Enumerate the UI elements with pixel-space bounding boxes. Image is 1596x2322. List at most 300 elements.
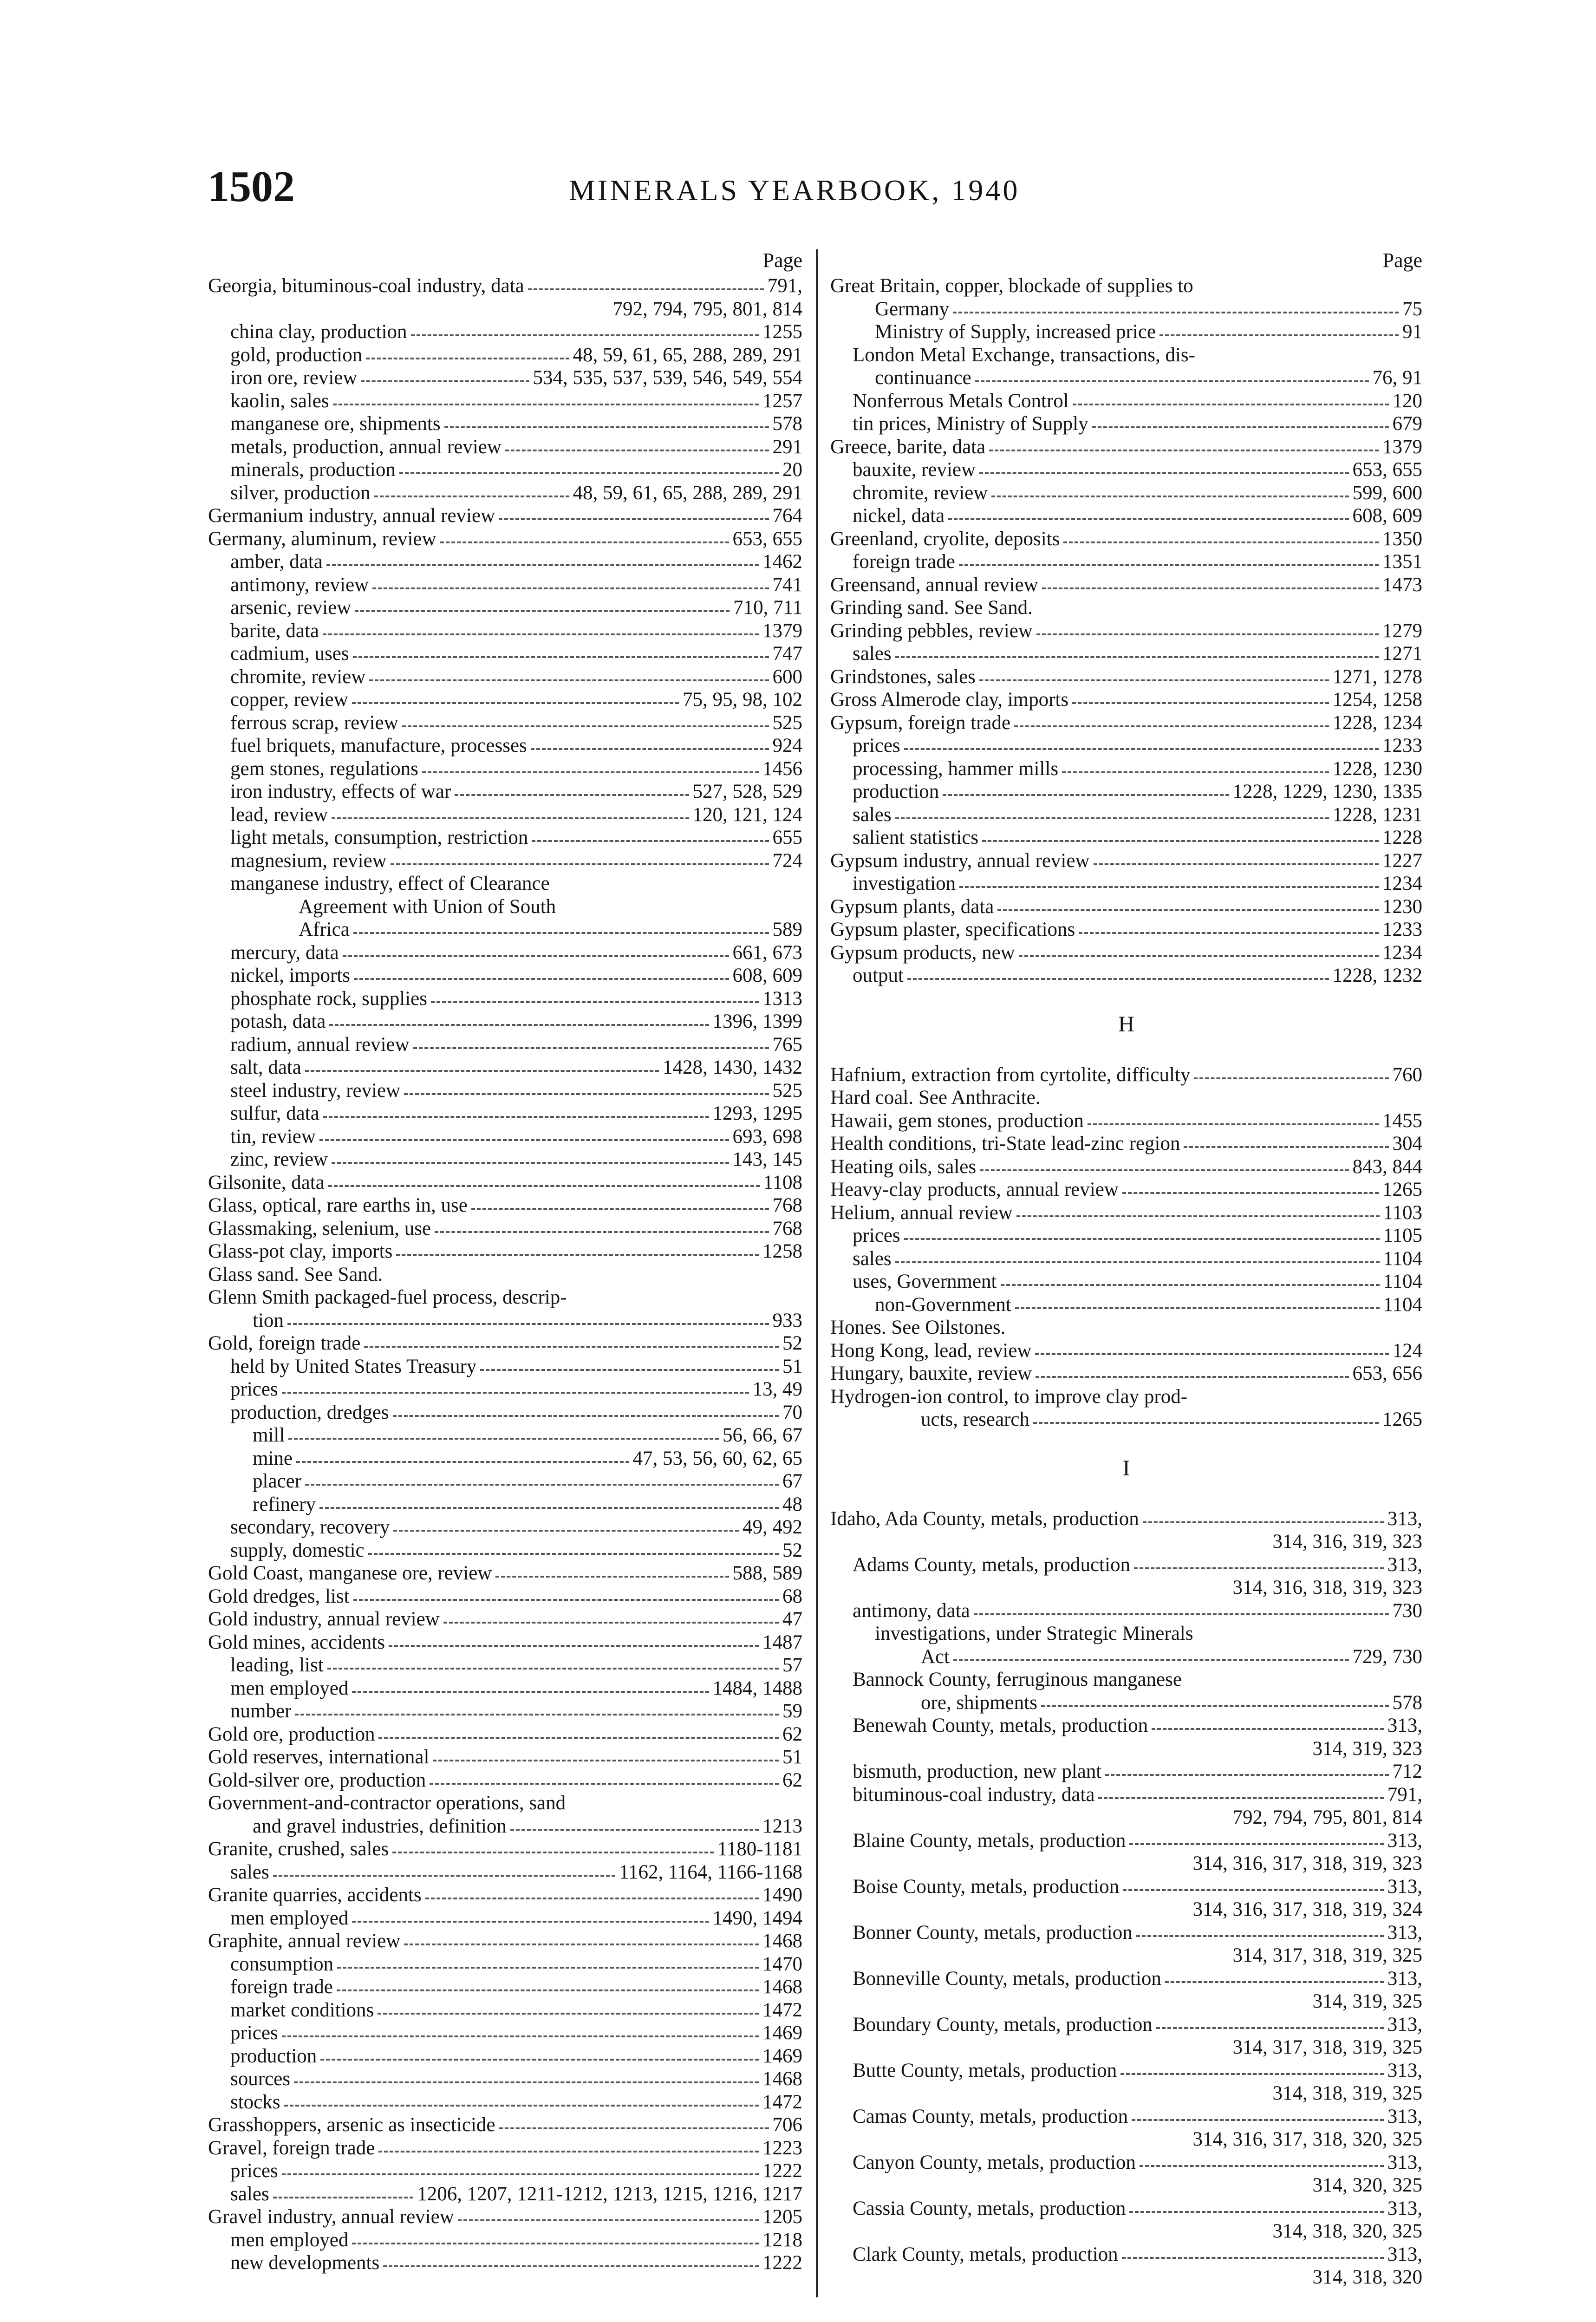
index-entry: [208, 1102, 802, 1125]
page-ref: 124: [1392, 1339, 1422, 1362]
entry-text: steel industry, review: [230, 1079, 401, 1102]
page-ref: 1396, 1399: [712, 1011, 802, 1032]
dot-leader: [895, 650, 1379, 658]
dot-leader: [393, 1409, 779, 1417]
index-entry-continuation: [830, 2174, 1422, 2197]
index-entry: [208, 504, 802, 528]
dot-leader: [366, 351, 569, 359]
entry-text: ferrous scrap, review: [230, 711, 398, 734]
page-ref: 655: [772, 827, 802, 848]
page-ref: 47, 53, 56, 60, 62, 65: [632, 1447, 802, 1469]
dot-leader: [974, 1607, 1389, 1615]
index-entries: [830, 1063, 1422, 1431]
dot-leader: [1160, 328, 1399, 336]
page-ref: 1470: [762, 1953, 802, 1975]
entry-text: zinc, review: [230, 1148, 328, 1170]
index-entry: [208, 918, 802, 941]
index-entry: [208, 1838, 802, 1861]
dot-leader: [374, 489, 569, 497]
entry-text: Gold industry, annual review: [208, 1608, 440, 1630]
entry-text: Heavy-clay products, annual review: [830, 1179, 1119, 1200]
page-ref: 1108: [763, 1171, 802, 1194]
index-entry: [830, 2059, 1422, 2082]
dot-leader: [1152, 1722, 1384, 1730]
page-ref: 589: [772, 919, 802, 940]
page-ref: 1271: [1382, 643, 1422, 665]
entry-text: Butte County, metals, production: [853, 2059, 1117, 2081]
dot-leader: [510, 1822, 759, 1831]
entry-text: mill: [253, 1424, 285, 1446]
entry-text: number: [230, 1700, 292, 1722]
dot-leader: [411, 328, 759, 336]
entry-text: Grinding pebbles, review: [830, 620, 1033, 642]
page-ref: 679: [1392, 413, 1422, 435]
dot-leader: [943, 788, 1229, 796]
index-entry: [208, 642, 802, 665]
entry-text: prices: [853, 1225, 900, 1246]
index-entry: [208, 1125, 802, 1148]
index-entry: [208, 1056, 802, 1079]
dot-leader: [282, 2029, 759, 2037]
dot-leader: [991, 489, 1348, 497]
page-ref: 534, 535, 537, 539, 546, 549, 554: [533, 367, 802, 389]
index-entry: [208, 2205, 802, 2229]
dot-leader: [499, 2121, 769, 2129]
dot-leader: [895, 1255, 1380, 1263]
dot-leader: [975, 374, 1369, 382]
right-column: [830, 248, 1422, 2289]
dot-leader: [352, 1684, 709, 1693]
page-ref: 314, 317, 318, 319, 325: [1232, 1944, 1422, 1966]
index-entry: [830, 1829, 1422, 1852]
index-entry-continuation: [830, 1990, 1422, 2013]
index-entries: [830, 1507, 1422, 2289]
entry-text: Gypsum industry, annual review: [830, 849, 1090, 872]
index-entry: [208, 1493, 802, 1516]
dot-leader: [435, 1225, 769, 1233]
dot-leader: [1094, 857, 1379, 865]
index-entry: [208, 849, 802, 873]
index-entry-continuation: [830, 2266, 1422, 2289]
index-entry: [208, 1516, 802, 1539]
entry-text: salt, data: [230, 1057, 301, 1078]
index-entry: [208, 2091, 802, 2114]
index-entry: [208, 2159, 802, 2183]
entry-text: continuance: [875, 367, 971, 389]
index-entry: [208, 274, 802, 298]
index-entry: [830, 849, 1422, 873]
page-ref: 661, 673: [732, 941, 802, 964]
entry-text: London Metal Exchange, transactions, dis-: [853, 344, 1195, 366]
page-ref: 706: [772, 2114, 802, 2136]
page-ref: 764: [772, 505, 802, 527]
page-ref: 314, 316, 319, 323: [1272, 1531, 1422, 1552]
entry-text: Blaine County, metals, production: [853, 1829, 1126, 1852]
index-entry: [208, 1263, 802, 1286]
index-entry: [208, 1033, 802, 1057]
dot-leader: [282, 1385, 749, 1394]
dot-leader: [1143, 1515, 1384, 1523]
page-ref: 314, 319, 325: [1312, 1990, 1422, 2012]
index-entry-continuation: [830, 1576, 1422, 1599]
dot-leader: [1001, 1278, 1380, 1286]
page-ref: 314, 319, 323: [1312, 1737, 1422, 1760]
running-title: MINERALS YEARBOOK, 1940: [569, 174, 1020, 207]
dot-leader: [458, 2213, 759, 2221]
page-ref: 1265: [1382, 1409, 1422, 1430]
index-entry: [208, 1171, 802, 1194]
left-column: [208, 248, 802, 2275]
entry-text: salient statistics: [853, 827, 979, 848]
index-entry: [830, 390, 1422, 413]
entry-text: sales: [853, 1247, 892, 1270]
entry-text: gold, production: [230, 344, 363, 366]
page-ref: 599, 600: [1352, 482, 1422, 504]
dot-leader: [1063, 535, 1379, 543]
entry-text: Gypsum products, new: [830, 941, 1015, 964]
entry-text: Gold Coast, manganese ore, review: [208, 1562, 492, 1584]
index-entry: [208, 1746, 802, 1769]
entry-text: Georgia, bituminous-coal industry, data: [208, 275, 524, 297]
index-entry: [208, 1079, 802, 1102]
entry-text: sulfur, data: [230, 1102, 319, 1124]
index-entry: [208, 620, 802, 643]
page-ref: 1205: [762, 2206, 802, 2228]
entry-text: Hard coal. See Anthracite.: [830, 1087, 1041, 1109]
index-entry: [830, 1553, 1422, 1577]
entry-text: Heating oils, sales: [830, 1155, 977, 1178]
entry-text: antimony, review: [230, 574, 369, 596]
dot-leader: [904, 1232, 1380, 1240]
index-entry: [208, 1355, 802, 1378]
dot-leader: [425, 1891, 759, 1899]
index-entry: [208, 412, 802, 436]
index-entry: [208, 1309, 802, 1332]
page-ref: 314, 317, 318, 319, 325: [1232, 2036, 1422, 2058]
page-ref: 578: [772, 413, 802, 435]
page-ref: 313,: [1387, 2243, 1422, 2265]
index-entry: [208, 2068, 802, 2091]
page-ref: 314, 320, 325: [1312, 2174, 1422, 2196]
entry-text: Africa: [299, 919, 350, 940]
page-ref: 768: [772, 1217, 802, 1239]
page-ref: 653, 655: [732, 528, 802, 550]
entry-text: Germany, aluminum, review: [208, 528, 436, 550]
index-entry: [208, 482, 802, 505]
entry-text: Idaho, Ada County, metals, production: [830, 1507, 1139, 1530]
index-entry: [830, 1760, 1422, 1783]
entry-text: Camas County, metals, production: [853, 2105, 1128, 2127]
index-entry: [830, 596, 1422, 620]
dot-leader: [320, 2052, 759, 2061]
entry-text: tion: [253, 1309, 284, 1331]
entry-text: held by United States Treasury: [230, 1355, 477, 1377]
index-entry: [830, 1109, 1422, 1133]
page-ref: 791,: [1387, 1783, 1422, 1806]
entry-text: foreign trade: [230, 1976, 333, 1998]
page-ref: 48, 59, 61, 65, 288, 289, 291: [573, 344, 802, 366]
entry-text: sales: [853, 643, 892, 665]
page-ref: 1228, 1229, 1230, 1335: [1232, 781, 1422, 802]
page-ref: 1351: [1382, 551, 1422, 573]
page-ref: 313,: [1387, 1715, 1422, 1736]
dot-leader: [431, 995, 759, 1003]
page-ref: 1254, 1258: [1332, 689, 1422, 711]
page-ref: 314, 318, 319, 325: [1272, 2082, 1422, 2104]
entry-text: Grindstones, sales: [830, 665, 976, 688]
dot-leader: [404, 1937, 759, 1945]
page-ref: 527, 528, 529: [692, 781, 802, 802]
index-entry: [830, 872, 1422, 895]
index-entry: [830, 1224, 1422, 1247]
dot-leader: [505, 443, 769, 451]
page-ref: 653, 656: [1352, 1363, 1422, 1384]
index-entry: [830, 550, 1422, 574]
entry-text: supply, domestic: [230, 1539, 365, 1561]
index-entries: [208, 274, 802, 2275]
dot-leader: [352, 2236, 759, 2244]
dot-leader: [396, 1247, 759, 1256]
index-entry: [208, 550, 802, 574]
page-ref: 1233: [1382, 919, 1422, 940]
index-entry: [208, 1608, 802, 1631]
index-entry: [830, 320, 1422, 344]
index-entry: [208, 2022, 802, 2045]
entry-text: Gold ore, production: [208, 1723, 375, 1745]
entry-text: output: [853, 965, 904, 986]
index-entry-continuation: [830, 1944, 1422, 1967]
dot-leader: [1194, 1071, 1388, 1079]
index-entry: [830, 1668, 1422, 1691]
dot-leader: [1088, 1117, 1379, 1125]
page-ref: 1228, 1234: [1332, 711, 1422, 734]
page-ref: 48: [782, 1493, 802, 1515]
page-ref: 1293, 1295: [712, 1102, 802, 1124]
page-ref: 314, 316, 317, 318, 320, 325: [1192, 2128, 1422, 2150]
entry-text: fuel briquets, manufacture, processes: [230, 735, 527, 757]
dot-leader: [337, 1960, 759, 1969]
entry-text: chromite, review: [853, 482, 988, 504]
dot-leader: [326, 558, 759, 566]
entry-text: investigations, under Strategic Minerals: [875, 1623, 1193, 1644]
dot-leader: [361, 374, 529, 382]
page-ref: 313,: [1387, 1921, 1422, 1944]
dot-leader: [1036, 627, 1379, 635]
dot-leader: [440, 535, 729, 543]
entry-text: sales: [230, 2183, 269, 2205]
index-entry: [830, 436, 1422, 459]
page-ref: 1255: [762, 321, 802, 343]
index-entry: [830, 1178, 1422, 1201]
dot-leader: [480, 1363, 779, 1371]
entry-text: bismuth, production, new plant: [853, 1761, 1102, 1782]
index-entry: [208, 895, 802, 919]
page-ref: 933: [772, 1309, 802, 1331]
entry-text: manganese ore, shipments: [230, 413, 441, 435]
dot-leader: [531, 742, 769, 750]
entry-text: gem stones, regulations: [230, 757, 418, 780]
index-entry: [208, 1401, 802, 1424]
entry-text: prices: [230, 2022, 278, 2044]
page-ref: 1469: [762, 2045, 802, 2067]
dot-leader: [343, 949, 729, 957]
dot-leader: [1035, 1347, 1388, 1355]
dot-leader: [378, 2144, 759, 2152]
page-ref: 57: [782, 1654, 802, 1676]
entry-text: Glass, optical, rare earths in, use: [208, 1194, 468, 1216]
entry-text: Gold, foreign trade: [208, 1332, 361, 1354]
page-ref: 62: [782, 1723, 802, 1745]
index-entry: [830, 1645, 1422, 1669]
entry-text: Gypsum plaster, specifications: [830, 919, 1075, 940]
entry-text: nickel, imports: [230, 965, 350, 986]
entry-text: Cassia County, metals, production: [853, 2197, 1126, 2219]
dot-leader: [1156, 2021, 1384, 2029]
page-ref: 1103: [1383, 1201, 1422, 1224]
page-ref: 91: [1402, 321, 1422, 343]
index-entry: [208, 1976, 802, 1999]
entry-text: leading, list: [230, 1654, 324, 1676]
entry-text: mine: [253, 1447, 293, 1469]
page-ref: 1490: [762, 1884, 802, 1906]
index-entry: [830, 1270, 1422, 1293]
index-entry: [830, 1385, 1422, 1409]
page-ref: 1105: [1383, 1225, 1422, 1246]
entry-text: placer: [253, 1470, 302, 1492]
entry-text: Great Britain, copper, blockade of supplies to: [830, 275, 1193, 297]
dot-leader: [399, 466, 779, 474]
index-entry: [208, 1792, 802, 1815]
entry-text: Gypsum, foreign trade: [830, 711, 1011, 734]
index-entry: [208, 2183, 802, 2206]
page-ref: 70: [782, 1401, 802, 1423]
page-ref: 747: [772, 643, 802, 665]
page-ref: 1228, 1230: [1332, 757, 1422, 780]
index-entry: [208, 1240, 802, 1263]
dot-leader: [337, 1983, 759, 1991]
dot-leader: [1165, 1975, 1384, 1983]
page-ref: 608, 609: [732, 965, 802, 986]
page-ref: 1279: [1382, 620, 1422, 642]
index-entry: [208, 1424, 802, 1447]
index-entry: [830, 412, 1422, 436]
entry-text: phosphate rock, supplies: [230, 987, 427, 1010]
page-ref: 314, 316, 317, 318, 319, 323: [1192, 1852, 1422, 1874]
page-ref: 792, 794, 795, 801, 814: [1232, 1807, 1422, 1828]
entry-text: radium, annual review: [230, 1033, 410, 1056]
page-ref: 67: [782, 1470, 802, 1492]
entry-text: magnesium, review: [230, 849, 387, 872]
page-ref: 588, 589: [732, 1562, 802, 1584]
page-ref: 120, 121, 124: [692, 803, 802, 826]
index-entry: [830, 2243, 1422, 2266]
entry-text: Agreement with Union of South: [299, 895, 556, 918]
dot-leader: [391, 857, 769, 865]
index-entry: [208, 1562, 802, 1585]
entry-text: china clay, production: [230, 321, 407, 343]
dot-leader: [1184, 1140, 1388, 1148]
entry-text: Grinding sand. See Sand.: [830, 597, 1033, 619]
index-entry: [830, 1714, 1422, 1737]
page-ref: 1472: [762, 2091, 802, 2113]
index-entry: [830, 1507, 1422, 1531]
page-ref: 1472: [762, 1999, 802, 2021]
dot-leader: [305, 1063, 659, 1072]
index-entry-continuation: [830, 2128, 1422, 2151]
entry-text: Hydrogen-ion control, to improve clay prod-: [830, 1385, 1188, 1408]
entry-text: manganese industry, effect of Clearance: [230, 873, 550, 894]
entry-text: Glass-pot clay, imports: [208, 1240, 393, 1262]
index-entry: [208, 2113, 802, 2137]
dot-leader: [296, 1455, 629, 1463]
dot-leader: [1129, 1837, 1383, 1845]
page-ref: 48, 59, 61, 65, 288, 289, 291: [573, 482, 802, 504]
entry-text: stocks: [230, 2091, 280, 2113]
index-entry: [830, 298, 1422, 321]
dot-leader: [430, 1776, 779, 1785]
dot-leader: [953, 1653, 1348, 1661]
page-ref: 313,: [1387, 1553, 1422, 1576]
dot-leader: [333, 397, 759, 405]
page-ref: 768: [772, 1194, 802, 1216]
dot-leader: [332, 1155, 729, 1164]
page-ref: 1473: [1382, 574, 1422, 596]
page-ref: 51: [782, 1355, 802, 1377]
index-entry: [208, 1148, 802, 1171]
dot-leader: [1136, 1929, 1384, 1937]
dot-leader: [1073, 397, 1389, 405]
dot-leader: [288, 1431, 719, 1440]
index-entry: [208, 1332, 802, 1355]
page-ref: 1223: [762, 2137, 802, 2159]
entry-text: Boise County, metals, production: [853, 1875, 1120, 1898]
page-ref: 49, 492: [743, 1516, 802, 1538]
index-entry: [830, 826, 1422, 849]
index-entry: [208, 574, 802, 597]
page-ref: 314, 316, 317, 318, 319, 324: [1192, 1898, 1422, 1920]
index-entry: [208, 1010, 802, 1033]
entry-text: Government-and-contractor operations, sand: [208, 1792, 566, 1814]
dot-leader: [273, 1868, 615, 1877]
page-ref: 1455: [1382, 1109, 1422, 1132]
entry-text: prices: [853, 735, 900, 757]
entry-text: antimony, data: [853, 1599, 970, 1622]
page-ref: 712: [1392, 1761, 1422, 1782]
index-entry: [830, 1201, 1422, 1225]
index-entry-continuation: [830, 1806, 1422, 1829]
index-entry: [830, 1622, 1422, 1645]
dot-leader: [1062, 765, 1329, 773]
dot-leader: [471, 1201, 769, 1210]
dot-leader: [294, 2075, 759, 2083]
page-ref: 843, 844: [1352, 1155, 1422, 1178]
entry-text: refinery: [253, 1493, 316, 1515]
dot-leader: [353, 1592, 779, 1601]
dot-leader: [1122, 1186, 1379, 1194]
index-entry: [830, 458, 1422, 482]
dot-leader: [287, 1317, 769, 1325]
page-ref: 1456: [762, 757, 802, 780]
index-entry: [208, 665, 802, 689]
entry-text: Health conditions, tri-State lead-zinc region: [830, 1133, 1180, 1154]
page-ref: 1234: [1382, 873, 1422, 894]
page-ref: 1234: [1382, 941, 1422, 964]
entry-text: secondary, recovery: [230, 1516, 390, 1538]
index-entry: [830, 1247, 1422, 1271]
page-ref: 1162, 1164, 1166-1168: [619, 1861, 802, 1883]
index-entry: [830, 2013, 1422, 2036]
entry-text: Hawaii, gem stones, production: [830, 1109, 1084, 1132]
